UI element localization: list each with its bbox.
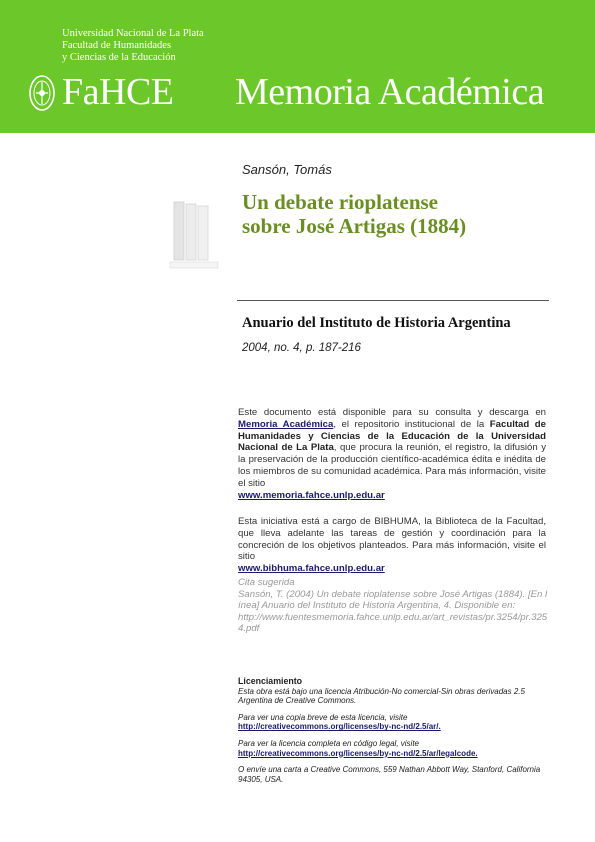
title-line-2: sobre José Artigas (1884) — [242, 214, 467, 238]
memoria-academica-link[interactable]: Memoria Académica — [238, 418, 334, 430]
title-line-1: Un debate rioplatense — [242, 190, 438, 214]
availability-paragraph — [238, 407, 546, 501]
memoria-url-link[interactable]: www.memoria.fahce.unlp.edu.ar — [238, 489, 385, 501]
university-seal-icon — [28, 74, 56, 112]
availability-text-b: , el repositorio institucional de la — [333, 418, 485, 430]
bibhuma-url-link[interactable]: www.bibhuma.fahce.unlp.edu.ar — [238, 563, 385, 575]
header-banner — [0, 0, 595, 133]
license-block — [238, 677, 550, 784]
license-copy-label: Para ver una copia breve de esta licencia, visite — [238, 712, 408, 722]
availability-text-c: , que procura la reunión, el registro, la difusión y la preservación de la producción científico-académica édita e inédita de los miembros de su comunidad académica. Para más información, visite el sitio — [238, 442, 547, 489]
license-mail-text: O envíe una carta a Creative Commons, 559 Nathan Abbott Way, Stanford, California 94305, USA. — [238, 765, 541, 784]
document-title — [242, 190, 572, 238]
faculty-line-2: y Ciencias de la Educación — [62, 52, 176, 63]
faculty-line-1: Facultad de Humanidades — [62, 40, 172, 51]
license-copy-link[interactable]: http://creativecommons.org/licenses/by-nc-nd/2.5/ar/. — [238, 722, 441, 732]
university-name: Universidad Nacional de La Plata — [62, 28, 204, 39]
faculty-bold-text: Facultad de Humanidades y Ciencias de la Educación de la Universidad Nacional de La Plata — [238, 418, 546, 454]
document-author: Sansón, Tomás — [242, 162, 332, 177]
bibhuma-text: Esta iniciativa está a cargo de BIBHUMA, la Biblioteca de la Facultad, que lleva adelante las tareas de gestión y coordinación para la concreción de los objetivos planteados. Para más información, visite el sitio — [238, 516, 546, 563]
availability-text-a: Este documento está disponible para su consulta y descarga en — [238, 407, 546, 418]
divider — [237, 300, 549, 301]
license-text: Esta obra está bajo una licencia Atribución-No comercial-Sin obras derivadas 2.5 Argentina de Creative Commons. — [238, 686, 525, 706]
bibhuma-paragraph — [238, 516, 546, 575]
citation-heading: Cita sugerida — [238, 577, 295, 588]
books-logo-icon — [168, 200, 224, 272]
university-lines — [62, 28, 204, 64]
journal-issue: 2004, no. 4, p. 187-216 — [242, 342, 361, 354]
suggested-citation — [238, 577, 548, 635]
fahce-logo: FaHCE — [62, 71, 174, 113]
license-full-label: Para ver la licencia completa en código legal, visite — [238, 738, 419, 748]
citation-url[interactable]: http://www.fuentesmemoria.fahce.unlp.edu.ar/art_revistas/pr.3254/pr.3254.pdf — [238, 611, 548, 635]
repository-title: Memoria Académica — [235, 71, 545, 113]
license-full-link[interactable]: http://creativecommons.org/licenses/by-nc-nd/2.5/ar/legalcode. — [238, 748, 478, 758]
journal-name: Anuario del Instituto de Historia Argentina — [242, 315, 511, 331]
citation-text: Sansón, T. (2004) Un debate rioplatense sobre José Artigas (1884). [En línea] Anuario del Instituto de Historia Argentina, 4. Disponible en: — [238, 588, 548, 612]
license-heading: Licenciamiento — [238, 676, 303, 686]
